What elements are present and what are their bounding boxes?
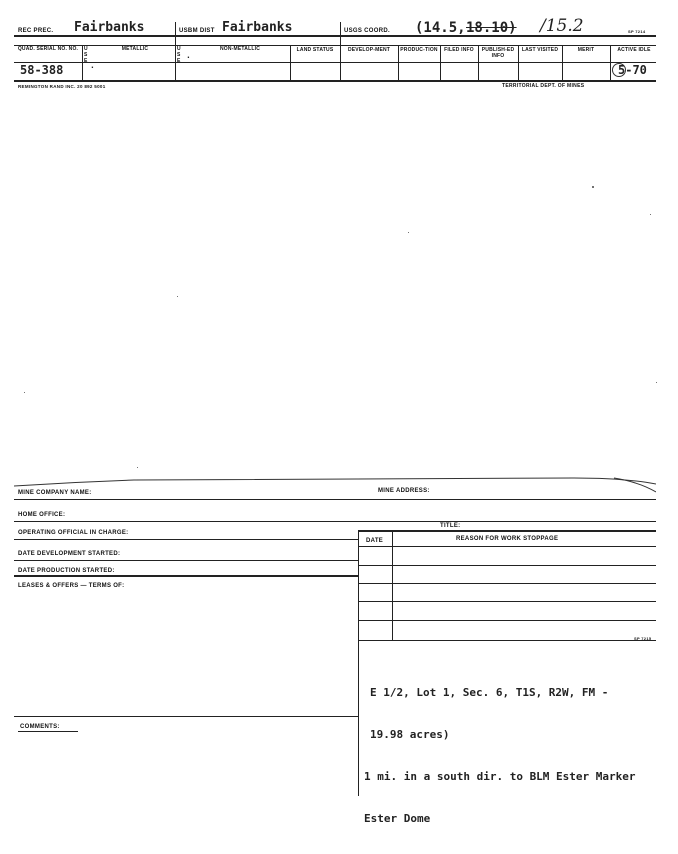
col-merit: MERIT — [577, 47, 595, 53]
row-divider — [14, 499, 656, 500]
usgs-coord-struck: 18.10) — [466, 20, 517, 36]
usgs-coord-label: USGS COORD. — [344, 28, 390, 34]
col-non-metallic: NON-METALLIC — [219, 46, 261, 52]
top-card-column-divider — [14, 62, 656, 63]
home-office-label: HOME OFFICE: — [18, 512, 66, 518]
speck — [656, 382, 657, 383]
top-card-vline — [610, 45, 611, 80]
non-metallic-mark: · — [186, 53, 191, 62]
col-non-metallic-code: U S E — [177, 46, 181, 64]
speck — [24, 392, 25, 393]
speck — [177, 296, 178, 297]
mine-address-label: MINE ADDRESS: — [378, 488, 430, 494]
stoppage-row — [358, 601, 656, 602]
date-development-started-label: DATE DEVELOPMENT STARTED: — [18, 551, 121, 557]
col-metallic: METALLIC — [121, 46, 149, 52]
row-divider — [14, 560, 358, 561]
quad-serial-value: 58-388 — [20, 63, 64, 77]
rec-prec-label: REC PREC. — [18, 28, 54, 34]
card-top-edge — [14, 474, 656, 494]
row-divider — [14, 521, 656, 522]
top-card-vline — [290, 45, 291, 80]
col-filed-info: FILED INFO — [444, 47, 474, 53]
stoppage-table-top — [358, 530, 656, 532]
comments-label: COMMENTS: — [20, 724, 60, 730]
usbm-dist-label: USBM DIST — [179, 28, 215, 34]
col-last-visited: LAST VISITED — [521, 47, 559, 53]
row-divider — [14, 575, 358, 577]
notes-line: E 1/2, Lot 1, Sec. 6, T1S, R2W, FM - — [370, 686, 609, 699]
top-card-vline — [82, 45, 83, 80]
top-card-vline — [478, 45, 479, 80]
col-land-status: LAND STATUS — [296, 47, 334, 53]
stoppage-date-divider — [392, 530, 393, 640]
top-footer-right: TERRITORIAL DEPT. OF MINES — [502, 83, 585, 89]
usbm-dist-value: Fairbanks — [222, 20, 293, 35]
top-card-border-bottom — [14, 80, 656, 82]
title-label: TITLE: — [440, 523, 461, 529]
top-form-number: SP 7214 — [628, 29, 646, 34]
col-published-info: PUBLISH-ED INFO — [481, 47, 515, 59]
stoppage-row — [358, 583, 656, 584]
active-idle-cell — [614, 62, 654, 78]
top-card-vline — [398, 45, 399, 80]
top-footer-left: REMINGTON RAND INC. 20 892 5001 — [18, 84, 106, 89]
metallic-mark: · — [90, 63, 95, 72]
usgs-coord-handwritten: /15.2 — [540, 16, 584, 36]
col-quad-serial: QUAD. SERIAL NO. NO. — [17, 46, 79, 52]
speck — [137, 467, 138, 468]
comments-underline — [18, 731, 78, 732]
date-header: DATE — [366, 538, 384, 544]
mine-company-name-label: MINE COMPANY NAME: — [18, 490, 92, 496]
usgs-coord-typed: (14.5, — [415, 20, 466, 36]
top-card-vline — [340, 22, 341, 80]
speck — [408, 232, 409, 233]
leases-offers-label: LEASES & OFFERS — TERMS OF: — [18, 583, 125, 589]
col-metallic-code: U S E — [84, 46, 88, 64]
row-divider — [14, 539, 358, 540]
operating-official-label: OPERATING OFFICIAL IN CHARGE: — [18, 530, 129, 536]
reason-header: REASON FOR WORK STOPPAGE — [456, 536, 559, 542]
stoppage-row — [358, 546, 656, 547]
stoppage-row — [358, 620, 656, 621]
bottom-form-number: SP 7215 — [634, 636, 652, 641]
speck — [650, 214, 651, 215]
notes-line: 19.98 acres) — [370, 728, 450, 741]
stoppage-row — [358, 565, 656, 566]
speck — [592, 186, 594, 188]
notes-block — [364, 658, 636, 854]
notes-line: Ester Dome — [364, 812, 431, 825]
active-idle-value: 5-70 — [618, 63, 647, 77]
notes-line: 1 mi. in a south dir. to BLM Ester Marker — [364, 770, 636, 783]
date-production-started-label: DATE PRODUCTION STARTED: — [18, 568, 115, 574]
row-divider — [14, 716, 358, 717]
col-development: DEVELOP-MENT — [347, 47, 391, 53]
col-active-idle: ACTIVE IDLE — [617, 47, 651, 53]
top-card-vline — [175, 22, 176, 80]
col-production: PRODUC-TION — [400, 47, 438, 53]
top-card-vline — [440, 45, 441, 80]
stoppage-left-border — [358, 530, 359, 796]
rec-prec-value: Fairbanks — [74, 20, 145, 35]
top-card-vline — [518, 45, 519, 80]
stoppage-row — [358, 640, 656, 641]
top-card-vline — [562, 45, 563, 80]
